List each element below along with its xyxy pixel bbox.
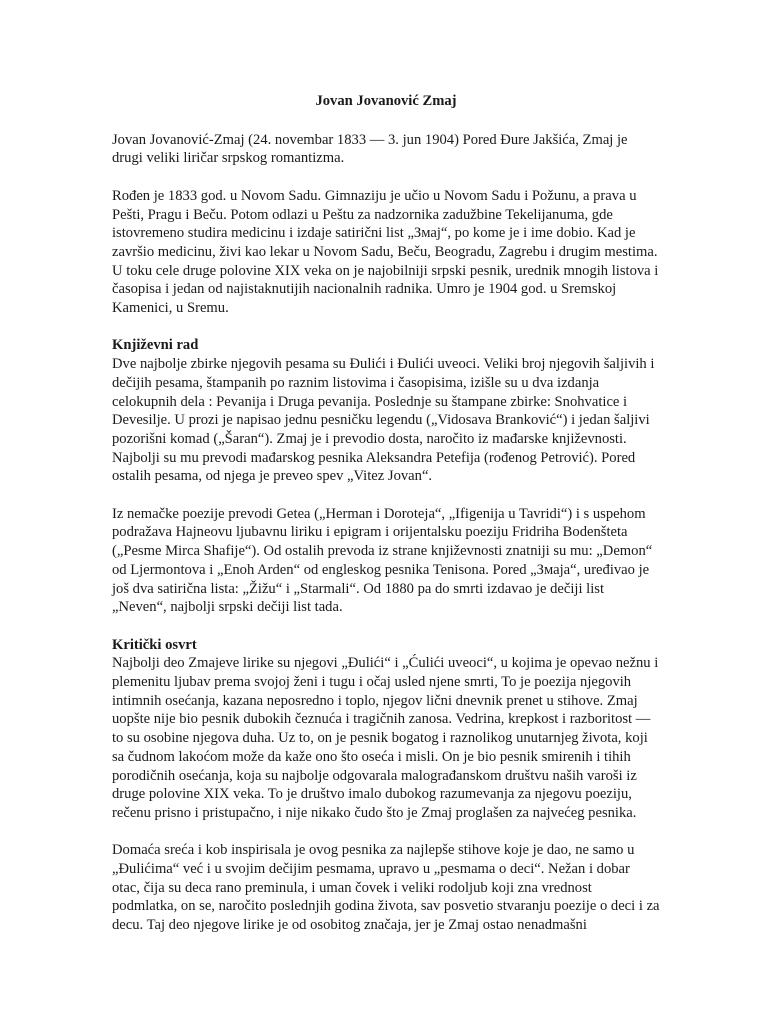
section-kriticki-osvrt bbox=[112, 636, 660, 935]
intro-paragraph: Jovan Jovanović-Zmaj (24. novembar 1833 — 3. jun 1904) Pored Đure Jakšića, Zmaj je drugi veliki liričar srpskog romantizma. bbox=[112, 131, 628, 167]
section-heading: Kritički osvrt bbox=[112, 636, 197, 653]
document-title: Jovan Jovanović Zmaj bbox=[315, 93, 457, 109]
section-paragraph: Domaća sreća i kob inspirisala je ovog pesnika za najlepše stihove koje je dao, ne samo u „Đulićima“ već i u svojim dečijim pesmama, upravo u „pesmama o deci“. Nežan i dobar otac, čija su deca rano preminula, i uman čovek i veliki rodoljub koji zna vrednost podmlatka, on se, naročito poslednjih godina života, sav posvetio stvaranju poezije o deci i za decu. Taj deo njegove lirike je od osobitog značaja, jer je Zmaj ostao nenadmašni bbox=[112, 842, 660, 934]
section-heading: Književni rad bbox=[112, 337, 199, 354]
document-page bbox=[112, 92, 660, 954]
section-knjizevni-rad bbox=[112, 336, 660, 617]
bio-paragraph: Rođen je 1833 god. u Novom Sadu. Gimnaziju je učio u Novom Sadu i Požunu, a prava u Pešti, Pragu i Beču. Potom odlazi u Peštu za nadzornika zadužbine Tekelijanuma, gde istovremeno studira medicinu i izdaje satirični list „Змај“, po kome je i ime dobio. Kad je završio medicinu, živi kao lekar u Novom Sadu, Beču, Beogradu, Zagrebu i drugim mestima. U toku cele druge polovine XIX veka on je najobilniji srpski pesnik, urednik mnogih listova i časopisa i jedan od najistaknutijih nacionalnih radnika. Umro je 1904 god. u Sremskoj Kamenici, u Sremu. bbox=[112, 187, 659, 317]
section-paragraph: Iz nemačke poezije prevodi Getea („Herman i Doroteja“, „Ifigenija u Tavridi“) i s uspehom podražava Hajneovu ljubavnu liriku i epigram i orijentalsku poeziju Fridriha Bodenšteta („Pesme Mirca Shafije“). Od ostalih prevoda iz strane književnosti znatniji su mu: „Demon“ od Ljermontova i „Enoh Arden“ od engleskog pesnika Tenisona. Pored „Змаја“, uređivao je još dva satirična lista: „Žižu“ i „Starmali“. Od 1880 pa do smrti izdavao je dečiji list „Neven“, najbolji srpski dečiji list tada. bbox=[112, 505, 653, 616]
section-paragraph: Dve najbolje zbirke njegovih pesama su Đulići i Đulići uveoci. Veliki broj njegovih šaljivih i dečijih pesama, štampanih po raznim listovima i časopisima, izišle su u dva izdanja celokupnih dela : Pevanija i Druga pevanija. Poslednje su štampane zbirke: Snohvatice i Devesilje. U prozi je napisao jednu pesničku legendu („Vidosava Branković“) i jedan šaljivi pozorišni komad („Šaran“). Zmaj je i prevodio dosta, naročito iz mađarske književnosti. Najbolji su mu prevodi mađarskog pesnika Aleksandra Petefija (rođenog Petrović). Pored ostalih pesama, od njega je preveo spev „Vitez Jovan“. bbox=[112, 356, 655, 485]
section-paragraph: Najbolji deo Zmajeve lirike su njegovi „Đulići“ i „Ćulići uveoci“, u kojima je opevao nežnu i plemenitu ljubav prema svojoj ženi i tugu i očaj usled njene smrti, To je poezija njegovih intimnih osećanja, kazana neposredno i toplo, njegov lični dnevnik prenet u stihove. Zmaj uopšte nije bio pesnik dubokih čeznuća i tragičnih zanosa. Vedrina, krepkost i razboritost — to su osobine njegova duha. Uz to, on je pesnik bogatog i raznolikog unutarnjeg života, koji sa čudnom lakoćom može da kaže ono što oseća i misli. On je bio pesnik smirenih i tihih porodičnih osećanja, koja su najbolje odgovarala malograđanskom društvu naših varoši iz druge polovine XIX veka. To je društvo imalo dubokog razumevanja za njegovu poeziju, rečenu prisno i pristupačno, i nije nikako čudo što je Zmaj proglašen za najvećeg pesnika. bbox=[112, 655, 659, 821]
